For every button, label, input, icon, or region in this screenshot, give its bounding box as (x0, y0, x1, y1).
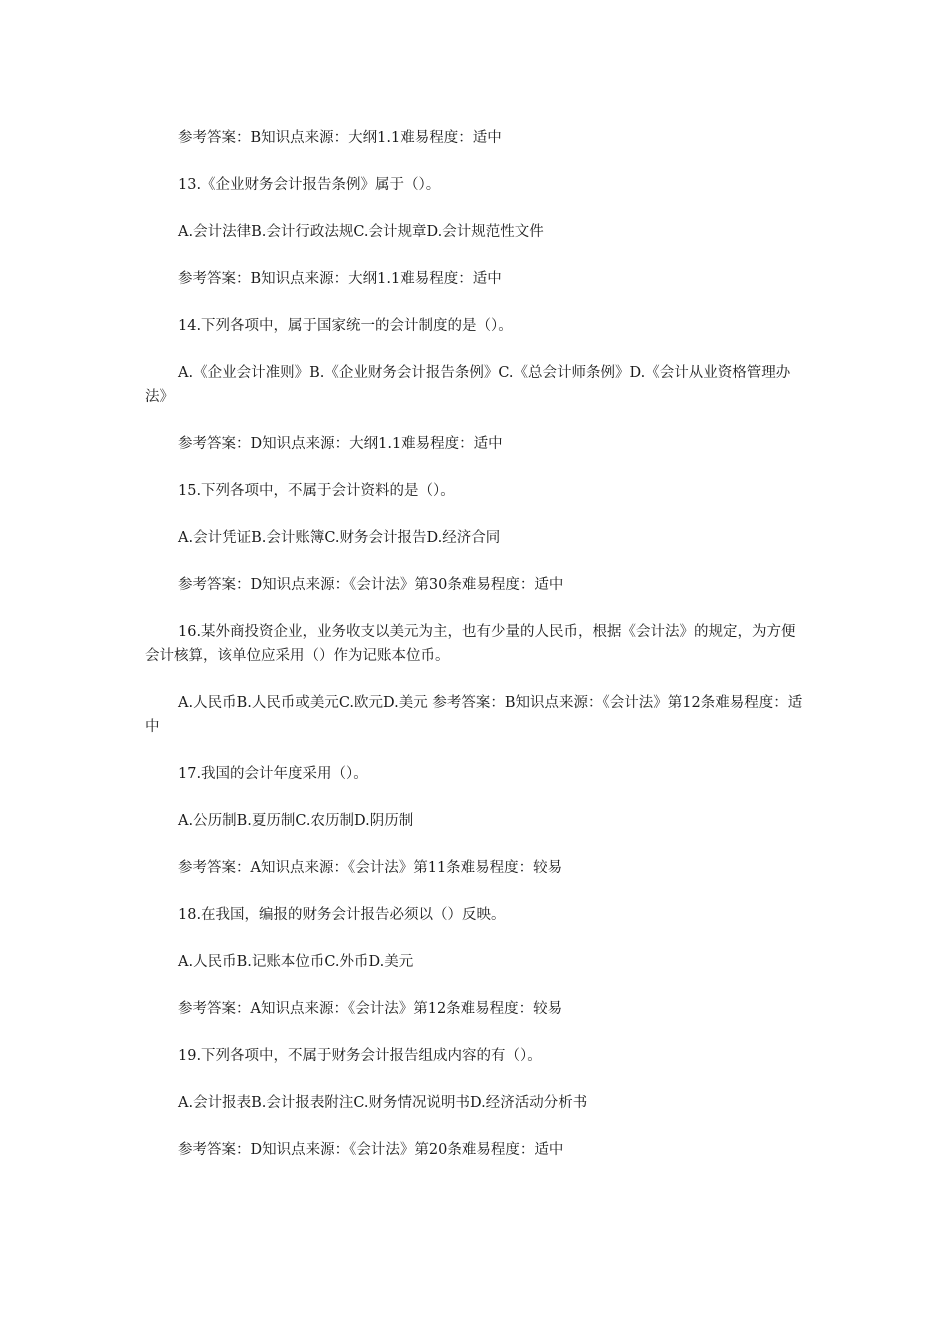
options-17: A.公历制B.夏历制C.农历制D.阴历制 (178, 813, 414, 829)
options-19: A.会计报表B.会计报表附注C.财务情况说明书D.经济活动分析书 (178, 1095, 588, 1111)
options-14: A.《企业会计准则》B.《企业财务会计报告条例》C.《总会计师条例》D.《会计从业资格管理办法》 (145, 365, 791, 405)
question-19: 19.下列各项中，不属于财务会计报告组成内容的有（）。 (178, 1048, 542, 1064)
question-13: 13.《企业财务会计报告条例》属于（）。 (178, 177, 441, 193)
question-18: 18.在我国，编报的财务会计报告必须以（）反映。 (178, 907, 506, 923)
question-15: 15.下列各项中，不属于会计资料的是（）。 (178, 483, 455, 499)
answer-line-15: 参考答案：D知识点来源：《会计法》第30条难易程度：适中 (178, 577, 564, 593)
answer-line-18: 参考答案：A知识点来源：《会计法》第12条难易程度：较易 (178, 1001, 563, 1017)
answer-line-13: 参考答案：B知识点来源：大纲1.1难易程度：适中 (178, 271, 502, 287)
question-14: 14.下列各项中，属于国家统一的会计制度的是（）。 (178, 318, 513, 334)
options-15: A.会计凭证B.会计账簿C.财务会计报告D.经济合同 (178, 530, 501, 546)
question-16: 16.某外商投资企业，业务收支以美元为主，也有少量的人民币，根据《会计法》的规定，为方便会计核算，该单位应采用（）作为记账本位币。 (145, 624, 796, 664)
options-13: A.会计法律B.会计行政法规C.会计规章D.会计规范性文件 (178, 224, 544, 240)
options-answer-16: A.人民币B.人民币或美元C.欧元D.美元 参考答案：B知识点来源：《会计法》第12条难易程度：适中 (145, 695, 803, 735)
answer-line-14: 参考答案：D知识点来源：大纲1.1难易程度：适中 (178, 436, 503, 452)
answer-line-19: 参考答案：D知识点来源：《会计法》第20条难易程度：适中 (178, 1142, 564, 1158)
question-17: 17.我国的会计年度采用（）。 (178, 766, 368, 782)
options-18: A.人民币B.记账本位币C.外币D.美元 (178, 954, 414, 970)
answer-line-12: 参考答案：B知识点来源：大纲1.1难易程度：适中 (178, 130, 502, 146)
document-body (145, 126, 810, 1185)
answer-line-17: 参考答案：A知识点来源：《会计法》第11条难易程度：较易 (178, 860, 563, 876)
